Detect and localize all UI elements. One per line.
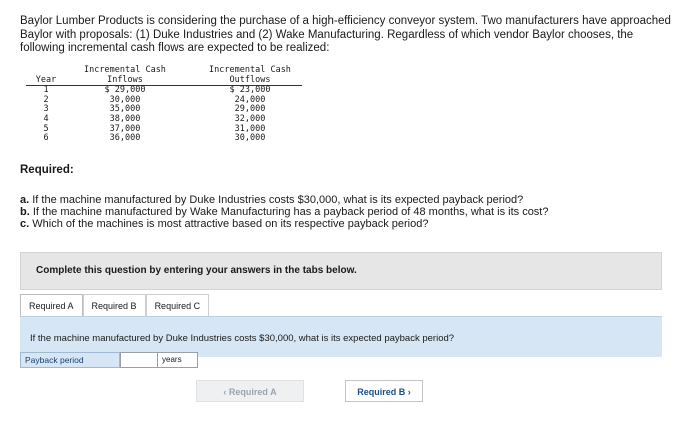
- year-header: Year: [26, 76, 66, 86]
- outflow-cell: 32,000: [234, 113, 266, 124]
- year-cell: 6: [43, 133, 49, 144]
- inflow-cell: 35,000: [109, 104, 141, 115]
- outflows-header-line2: Outflows: [184, 76, 302, 86]
- year-cell: 5: [43, 123, 49, 134]
- next-required-b-button[interactable]: Required B ›: [345, 380, 423, 402]
- requirement-tabs: [20, 294, 209, 316]
- year-cell: 2: [43, 94, 49, 105]
- outflow-cell: 24,000: [234, 94, 266, 105]
- requirement-a: a. If the machine manufactured by Duke Industries costs $30,000, what is its expected payback period?: [20, 194, 524, 206]
- table-row: [26, 134, 302, 144]
- inflows-header-line1: Incremental Cash: [84, 65, 166, 75]
- outflow-cell: 29,000: [234, 104, 266, 115]
- outflow-cell: $ 23,000: [229, 85, 271, 96]
- requirement-b: b. If the machine manufactured by Wake Manufacturing has a payback period of 48 months, what is its cost?: [20, 206, 549, 218]
- prev-required-a-button[interactable]: ‹ Required A: [196, 380, 304, 402]
- inflow-cell: 36,000: [109, 133, 141, 144]
- instructions-box: [20, 252, 662, 290]
- payback-period-input[interactable]: [120, 352, 158, 368]
- requirement-c: c. Which of the machines is most attractive based on its respective payback period?: [20, 218, 429, 230]
- inflow-cell: $ 29,000: [104, 85, 146, 96]
- required-heading: Required:: [20, 164, 74, 176]
- inflow-cell: 37,000: [109, 123, 141, 134]
- inflows-header-line2: Inflows: [66, 76, 184, 86]
- question-panel: [20, 316, 662, 357]
- year-cell: 4: [43, 113, 49, 124]
- years-unit-label: years: [158, 352, 198, 368]
- inflow-cell: 30,000: [109, 94, 141, 105]
- payback-period-label: Payback period: [20, 352, 120, 368]
- inflow-cell: 38,000: [109, 113, 141, 124]
- requirements-list: [20, 194, 680, 230]
- year-cell: 3: [43, 104, 49, 115]
- tab-required-c[interactable]: Required C: [146, 294, 210, 316]
- outflow-cell: 30,000: [234, 133, 266, 144]
- year-cell: 1: [43, 85, 49, 96]
- instructions-text: Complete this question by entering your answers in the tabs below.: [36, 265, 357, 276]
- cash-flow-table: [26, 66, 302, 144]
- outflows-header-line1: Incremental Cash: [209, 65, 291, 75]
- panel-question: If the machine manufactured by Duke Industries costs $30,000, what is its expected payback period?: [30, 333, 455, 344]
- problem-intro: Baylor Lumber Products is considering the purchase of a high-efficiency conveyor system. Two manufacturers have approached Baylor with proposals: (1) Duke Industries and (2) Wake Manufacturing. Regardless of which vendor Baylor chooses, the following incremental cash flows are expected to be realized:: [20, 15, 671, 54]
- tab-required-b[interactable]: Required B: [83, 294, 146, 316]
- answer-row: [20, 352, 198, 368]
- tab-required-a[interactable]: Required A: [20, 294, 83, 316]
- outflow-cell: 31,000: [234, 123, 266, 134]
